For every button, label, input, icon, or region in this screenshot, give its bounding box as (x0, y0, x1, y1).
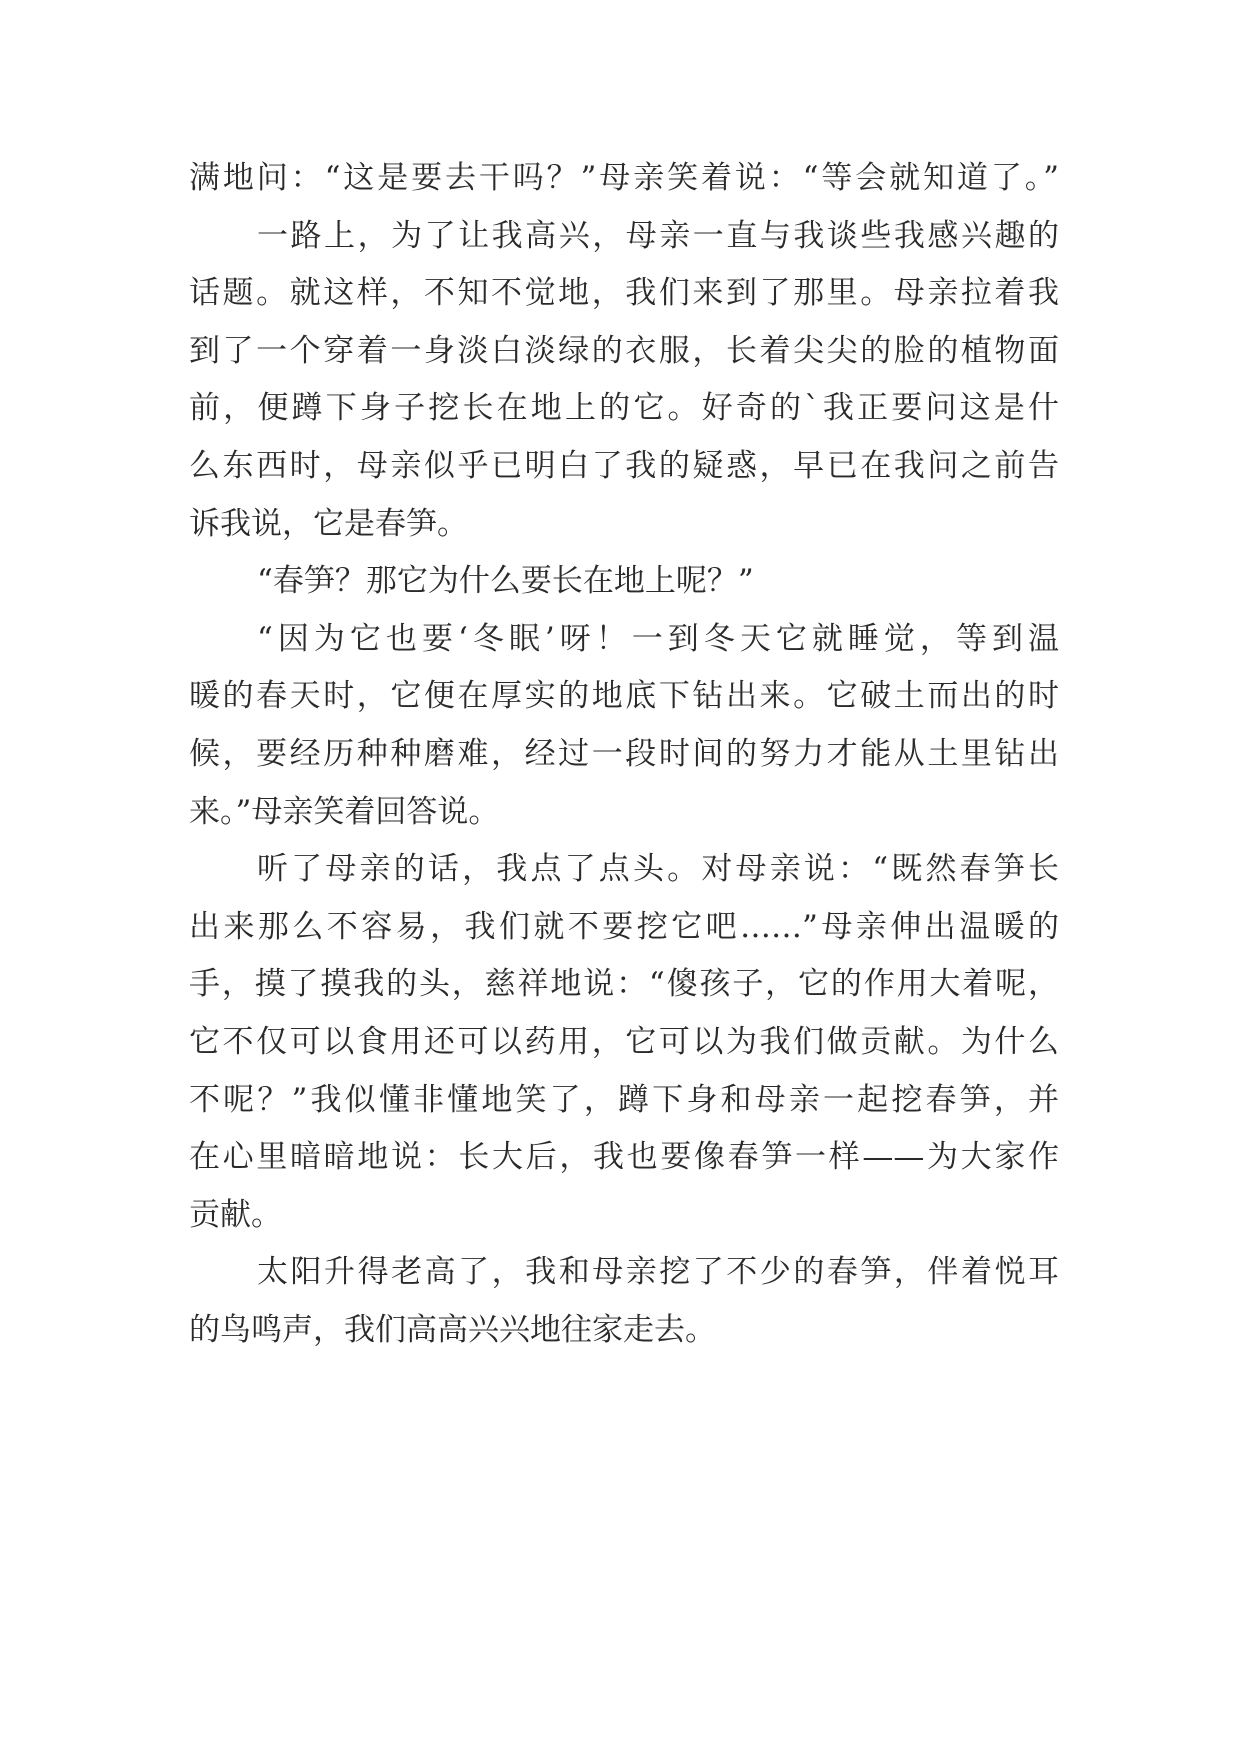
text-line: 到了一个穿着一身淡白淡绿的衣服，长着尖尖的脸的植物面 (189, 332, 1059, 369)
text-line: 么东西时，母亲似乎已明白了我的疑惑，早已在我问之前告 (189, 447, 1059, 484)
text-line: 不呢？”我似懂非懂地笑了，蹲下身和母亲一起挖春笋，并 (189, 1081, 1059, 1118)
text-line: “因为它也要‘冬眠’呀！一到冬天它就睡觉，等到温 (257, 620, 1059, 657)
text-line: 来。”母亲笑着回答说。 (189, 793, 500, 830)
text-line: 它不仅可以食用还可以药用，它可以为我们做贡献。为什么 (189, 1023, 1059, 1060)
text-line: 候，要经历种种磨难，经过一段时间的努力才能从土里钻出 (189, 735, 1059, 772)
text-line: 在心里暗暗地说：长大后，我也要像春笋一样——为大家作 (189, 1139, 1059, 1176)
text-line: 诉我说，它是春笋。 (189, 505, 468, 542)
text-line: “春笋？那它为什么要长在地上呢？” (257, 563, 754, 600)
text-line: 前，便蹲下身子挖长在地上的它。好奇的`我正要问这是什 (189, 390, 1059, 427)
text-line: 话题。就这样，不知不觉地，我们来到了那里。母亲拉着我 (189, 275, 1059, 312)
text-line: 出来那么不容易，我们就不要挖它吧……”母亲伸出温暖的 (189, 908, 1059, 945)
text-line: 暖的春天时，它便在厚实的地底下钻出来。它破土而出的时 (189, 678, 1059, 715)
text-line: 手，摸了摸我的头，慈祥地说：“傻孩子，它的作用大着呢， (189, 966, 1059, 1003)
text-line: 满地问：“这是要去干吗？”母亲笑着说：“等会就知道了。” (189, 160, 1059, 196)
text-line: 太阳升得老高了，我和母亲挖了不少的春笋，伴着悦耳 (257, 1254, 1059, 1291)
text-line: 的鸟鸣声，我们高高兴兴地往家走去。 (189, 1311, 716, 1348)
text-line: 听了母亲的话，我点了点头。对母亲说：“既然春笋长 (257, 851, 1059, 888)
text-line: 贡献。 (189, 1196, 282, 1233)
text-line: 一路上，为了让我高兴，母亲一直与我谈些我感兴趣的 (257, 217, 1059, 254)
document-body (189, 150, 1059, 1359)
